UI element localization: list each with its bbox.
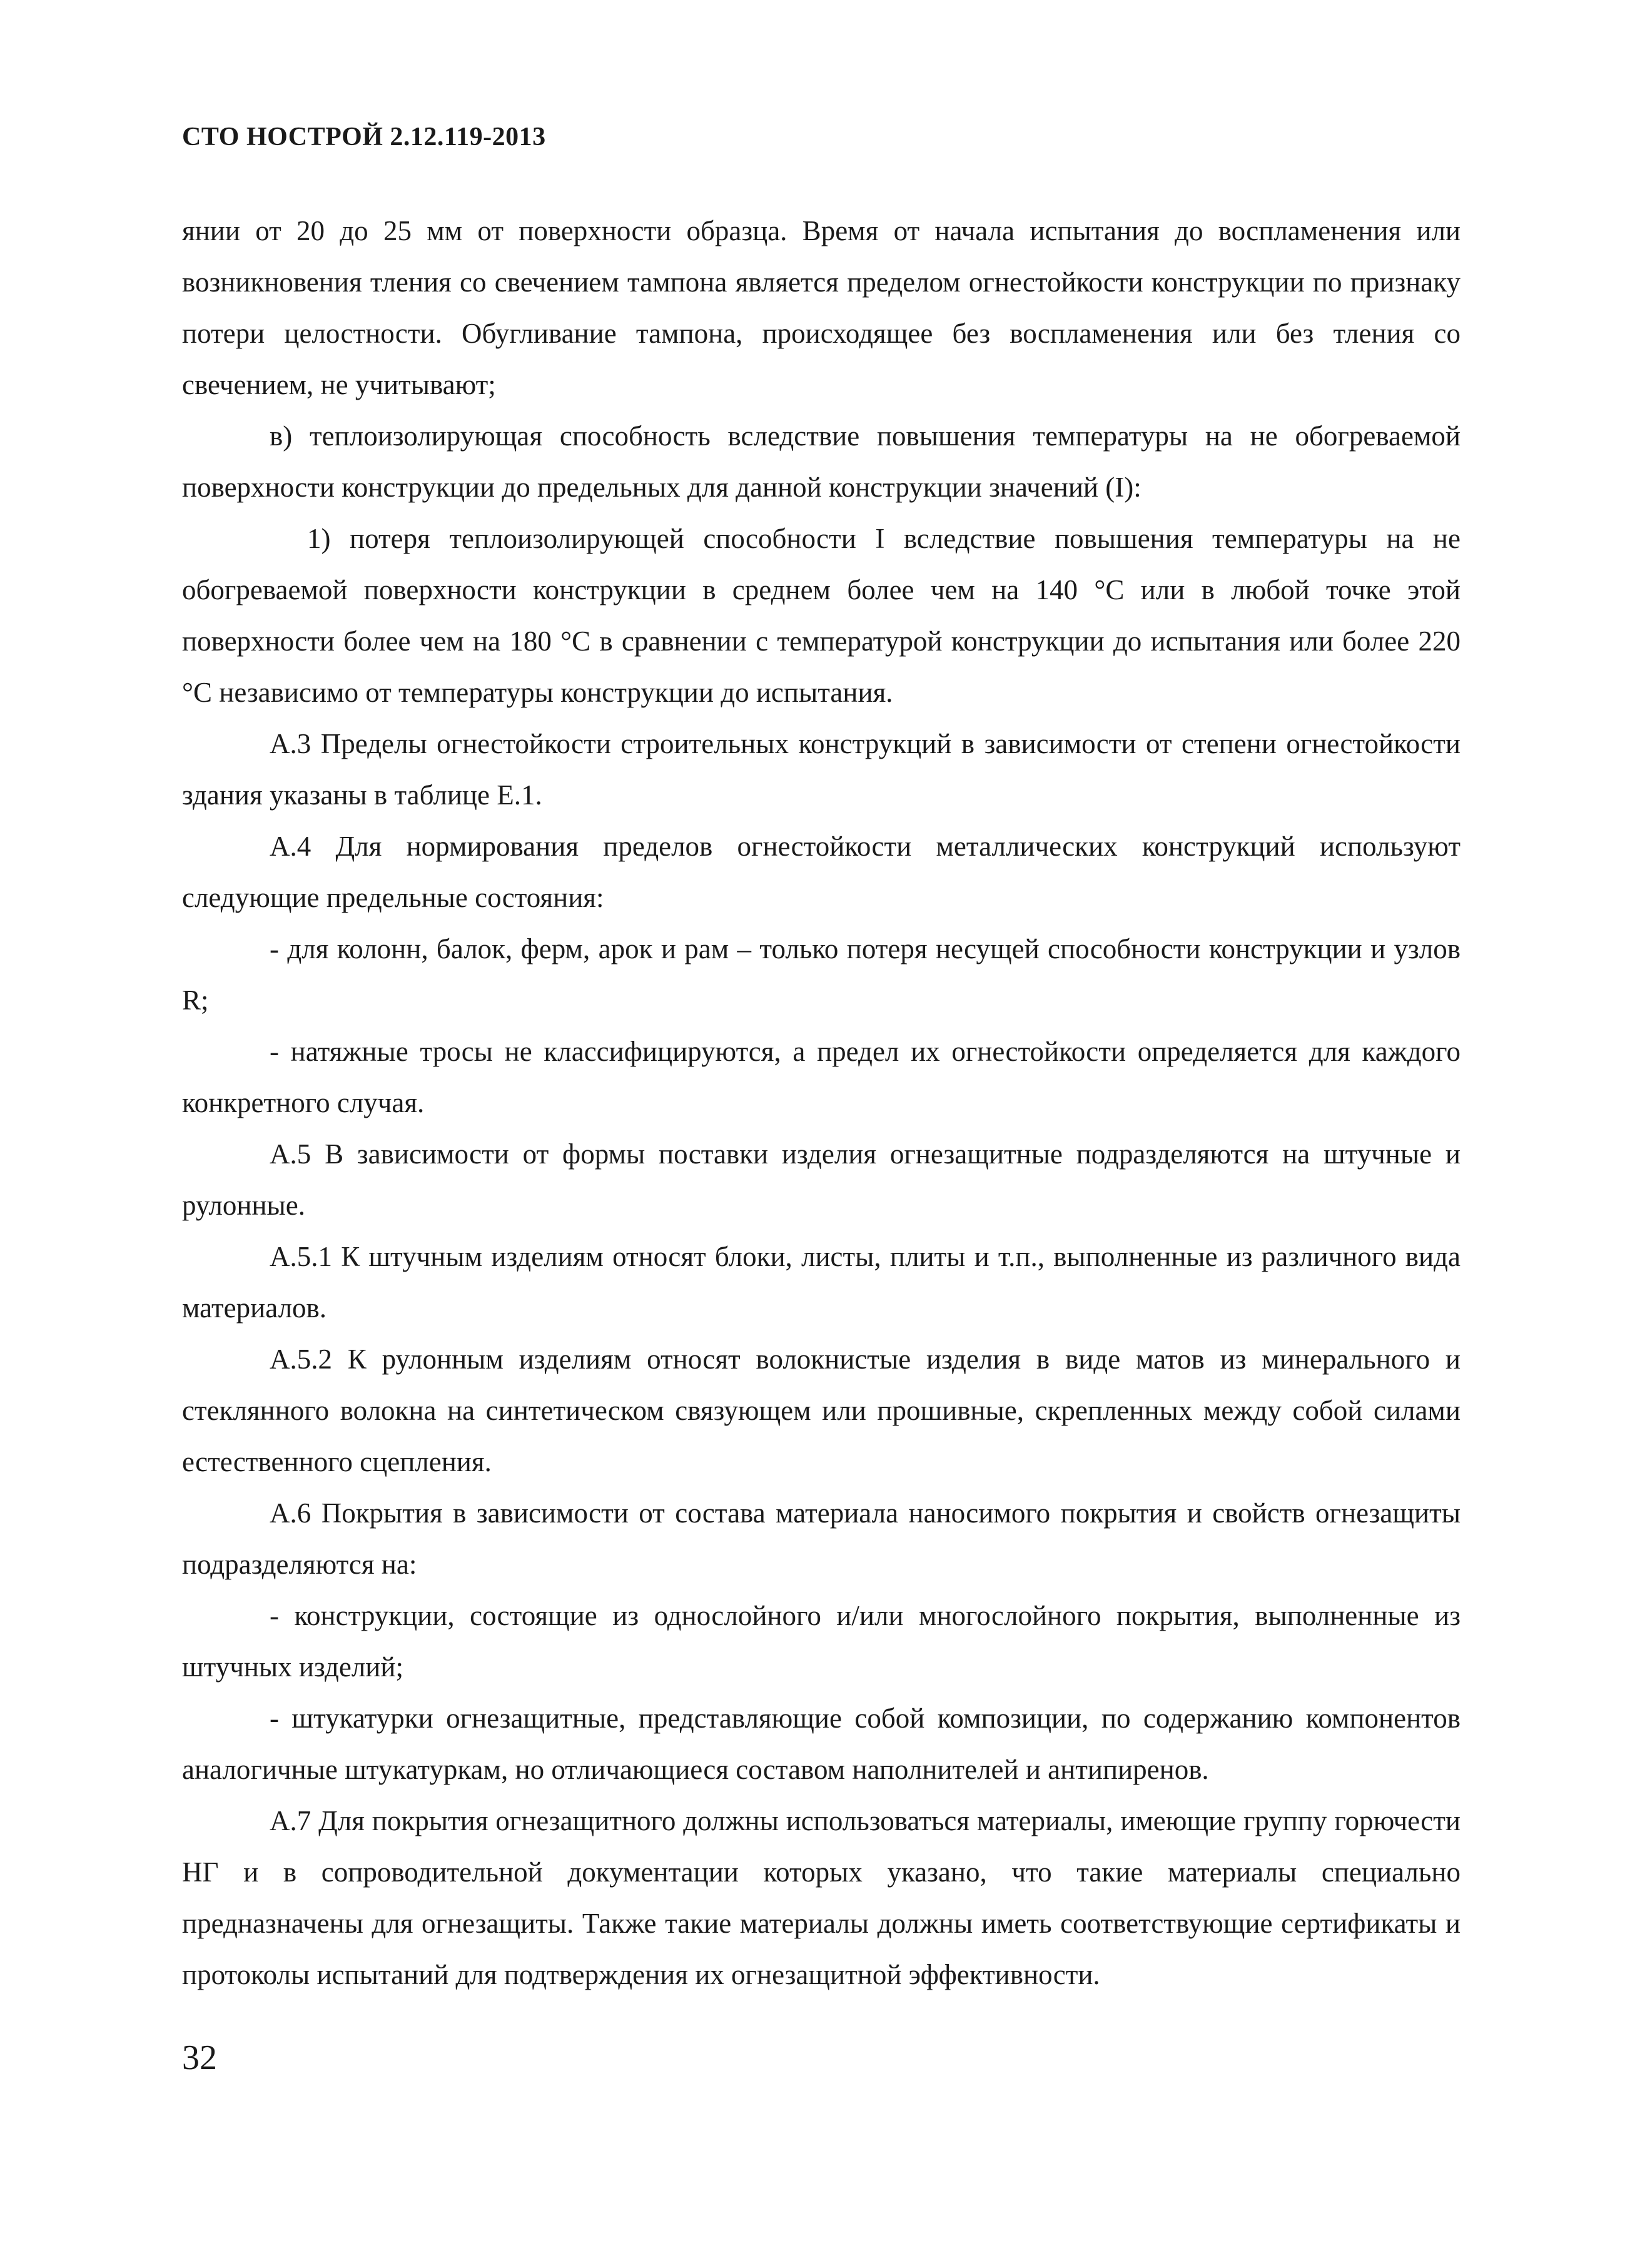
- paragraph-a5-1: А.5.1 К штучным изделиям относят блоки, листы, плиты и т.п., выполненные из различного вида материалов.: [182, 1241, 1460, 1324]
- paragraph-subitem-1: 1) потеря теплоизолирующей способности I вследствие повышения температуры на не обогреваемой поверхности конструкции в среднем более чем на 140 °С или в любой точке этой поверхности более чем на 180 °С в сравнении с температурой конструкции до испытания или более 220 °С независимо от температуры конструкции до испытания.: [182, 523, 1460, 708]
- paragraph-a4-dash-1: - для колонн, балок, ферм, арок и рам – только потеря несущей способности конструкции и узлов R;: [182, 933, 1460, 1016]
- document-body: [182, 205, 1460, 2000]
- paragraph-a4: А.4 Для нормирования пределов огнестойкости металлических конструкций используют следующие предельные состояния:: [182, 831, 1460, 913]
- paragraph-a5: А.5 В зависимости от формы поставки изделия огнезащитные подразделяются на штучные и рулонные.: [182, 1138, 1460, 1221]
- paragraph-a6: А.6 Покрытия в зависимости от состава материала наносимого покрытия и свойств огнезащиты подразделяются на:: [182, 1497, 1460, 1580]
- paragraph-continuation: янии от 20 до 25 мм от поверхности образца. Время от начала испытания до воспламенения или возникновения тления со свечением тампона является пределом огнестойкости конструкции по признаку потери целостности. Обугливание тампона, происходящее без воспламенения или без тления со свечением, не учитывают;: [182, 215, 1460, 400]
- paragraph-a5-2: А.5.2 К рулонным изделиям относят волокнистые изделия в виде матов из минерального и стеклянного волокна на синтетическом связующем или прошивные, скрепленных между собой силами естественного сцепления.: [182, 1344, 1460, 1477]
- paragraph-a6-dash-1: - конструкции, состоящие из однослойного и/или многослойного покрытия, выполненные из штучных изделий;: [182, 1600, 1460, 1683]
- paragraph-a7: А.7 Для покрытия огнезащитного должны использоваться материалы, имеющие группу горючести НГ и в сопроводительной документации которых указано, что такие материалы специально предназначены для огнезащиты. Также такие материалы должны иметь соответствующие сертификаты и протоколы испытаний для подтверждения их огнезащитной эффективности.: [182, 1805, 1460, 1990]
- paragraph-item-v: в) теплоизолирующая способность вследствие повышения температуры на не обогреваемой поверхности конструкции до предельных для данной конструкции значений (I):: [182, 420, 1460, 503]
- document-code-header: СТО НОСТРОЙ 2.12.119-2013: [182, 123, 546, 151]
- paragraph-a6-dash-2: - штукатурки огнезащитные, представляющие собой композиции, по содержанию компонентов аналогичные штукатуркам, но отличающиеся составом наполнителей и антипиренов.: [182, 1703, 1460, 1785]
- paragraph-a3: А.3 Пределы огнестойкости строительных конструкций в зависимости от степени огнестойкости здания указаны в таблице Е.1.: [182, 728, 1460, 811]
- page-number: 32: [182, 2038, 217, 2077]
- paragraph-a4-dash-2: - натяжные тросы не классифицируются, а предел их огнестойкости определяется для каждого конкретного случая.: [182, 1036, 1460, 1118]
